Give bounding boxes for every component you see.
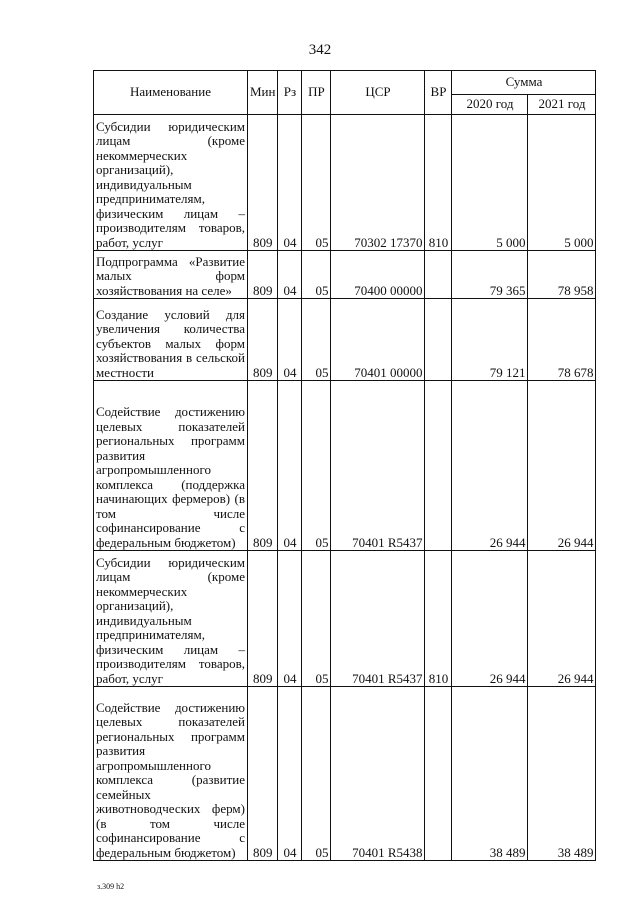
table-row [94, 251, 596, 299]
row-csr: 70401 R5437 [331, 381, 425, 551]
header-vr: ВР [425, 71, 452, 115]
row-amount-2021: 26 944 [528, 381, 596, 551]
header-csr: ЦСР [331, 71, 425, 115]
row-name: Содействие достижению целевых показателей региональных программ развития агропромышленного комплекса (поддержка начинающих фермеров) (в том числе софинансирование с федеральным бюджетом) [94, 381, 248, 551]
row-name: Субсидии юридическим лицам (кроме некоммерческих организаций), индивидуальным предпринимателям, физическим лицам – производителям товаров, работ, услуг [94, 551, 248, 687]
header-year-2020: 2020 год [452, 95, 528, 115]
header-sum: Сумма [452, 71, 596, 95]
page-number: 342 [308, 42, 332, 58]
row-rz: 04 [278, 687, 302, 861]
row-amount-2020: 26 944 [452, 551, 528, 687]
header-name: Наименование [94, 71, 248, 115]
row-csr: 70400 00000 [331, 251, 425, 299]
row-amount-2020: 79 365 [452, 251, 528, 299]
row-amount-2021: 26 944 [528, 551, 596, 687]
row-min: 809 [248, 381, 278, 551]
row-pr: 05 [302, 115, 331, 251]
row-name: Субсидии юридическим лицам (кроме некоммерческих организаций), индивидуальным предпринимателям, физическим лицам – производителям товаров, работ, услуг [94, 115, 248, 251]
row-vr [425, 687, 452, 861]
row-pr: 05 [302, 551, 331, 687]
row-min: 809 [248, 299, 278, 381]
row-csr: 70401 R5437 [331, 551, 425, 687]
row-amount-2020: 26 944 [452, 381, 528, 551]
row-csr: 70401 R5438 [331, 687, 425, 861]
row-amount-2020: 5 000 [452, 115, 528, 251]
row-rz: 04 [278, 299, 302, 381]
header-year-2021: 2021 год [528, 95, 596, 115]
row-rz: 04 [278, 115, 302, 251]
row-name: Подпрограмма «Развитие малых форм хозяйствования на селе» [94, 251, 248, 299]
budget-table [93, 70, 596, 861]
table-row [94, 551, 596, 687]
row-csr: 70302 17370 [331, 115, 425, 251]
row-rz: 04 [278, 381, 302, 551]
table-row [94, 299, 596, 381]
row-name: Создание условий для увеличения количества субъектов малых форм хозяйствования в сельской местности [94, 299, 248, 381]
row-pr: 05 [302, 299, 331, 381]
row-amount-2021: 78 678 [528, 299, 596, 381]
row-rz: 04 [278, 251, 302, 299]
row-vr: 810 [425, 551, 452, 687]
row-amount-2021: 78 958 [528, 251, 596, 299]
table-row [94, 381, 596, 551]
row-vr [425, 381, 452, 551]
row-vr [425, 251, 452, 299]
table-row [94, 115, 596, 251]
header-rz: Рз [278, 71, 302, 115]
row-pr: 05 [302, 687, 331, 861]
row-amount-2020: 38 489 [452, 687, 528, 861]
row-rz: 04 [278, 551, 302, 687]
row-min: 809 [248, 115, 278, 251]
row-min: 809 [248, 687, 278, 861]
footer-code: з.309 h2 [97, 882, 125, 891]
row-csr: 70401 00000 [331, 299, 425, 381]
row-amount-2021: 38 489 [528, 687, 596, 861]
header-min: Мин [248, 71, 278, 115]
row-name: Содействие достижению целевых показателей региональных программ развития агропромышленного комплекса (развитие семейных животноводческих ферм) (в том числе софинансирование с федеральным бюджетом) [94, 687, 248, 861]
row-vr: 810 [425, 115, 452, 251]
row-pr: 05 [302, 381, 331, 551]
row-amount-2021: 5 000 [528, 115, 596, 251]
header-pr: ПР [302, 71, 331, 115]
row-pr: 05 [302, 251, 331, 299]
row-min: 809 [248, 251, 278, 299]
row-amount-2020: 79 121 [452, 299, 528, 381]
table-row [94, 687, 596, 861]
row-min: 809 [248, 551, 278, 687]
row-vr [425, 299, 452, 381]
